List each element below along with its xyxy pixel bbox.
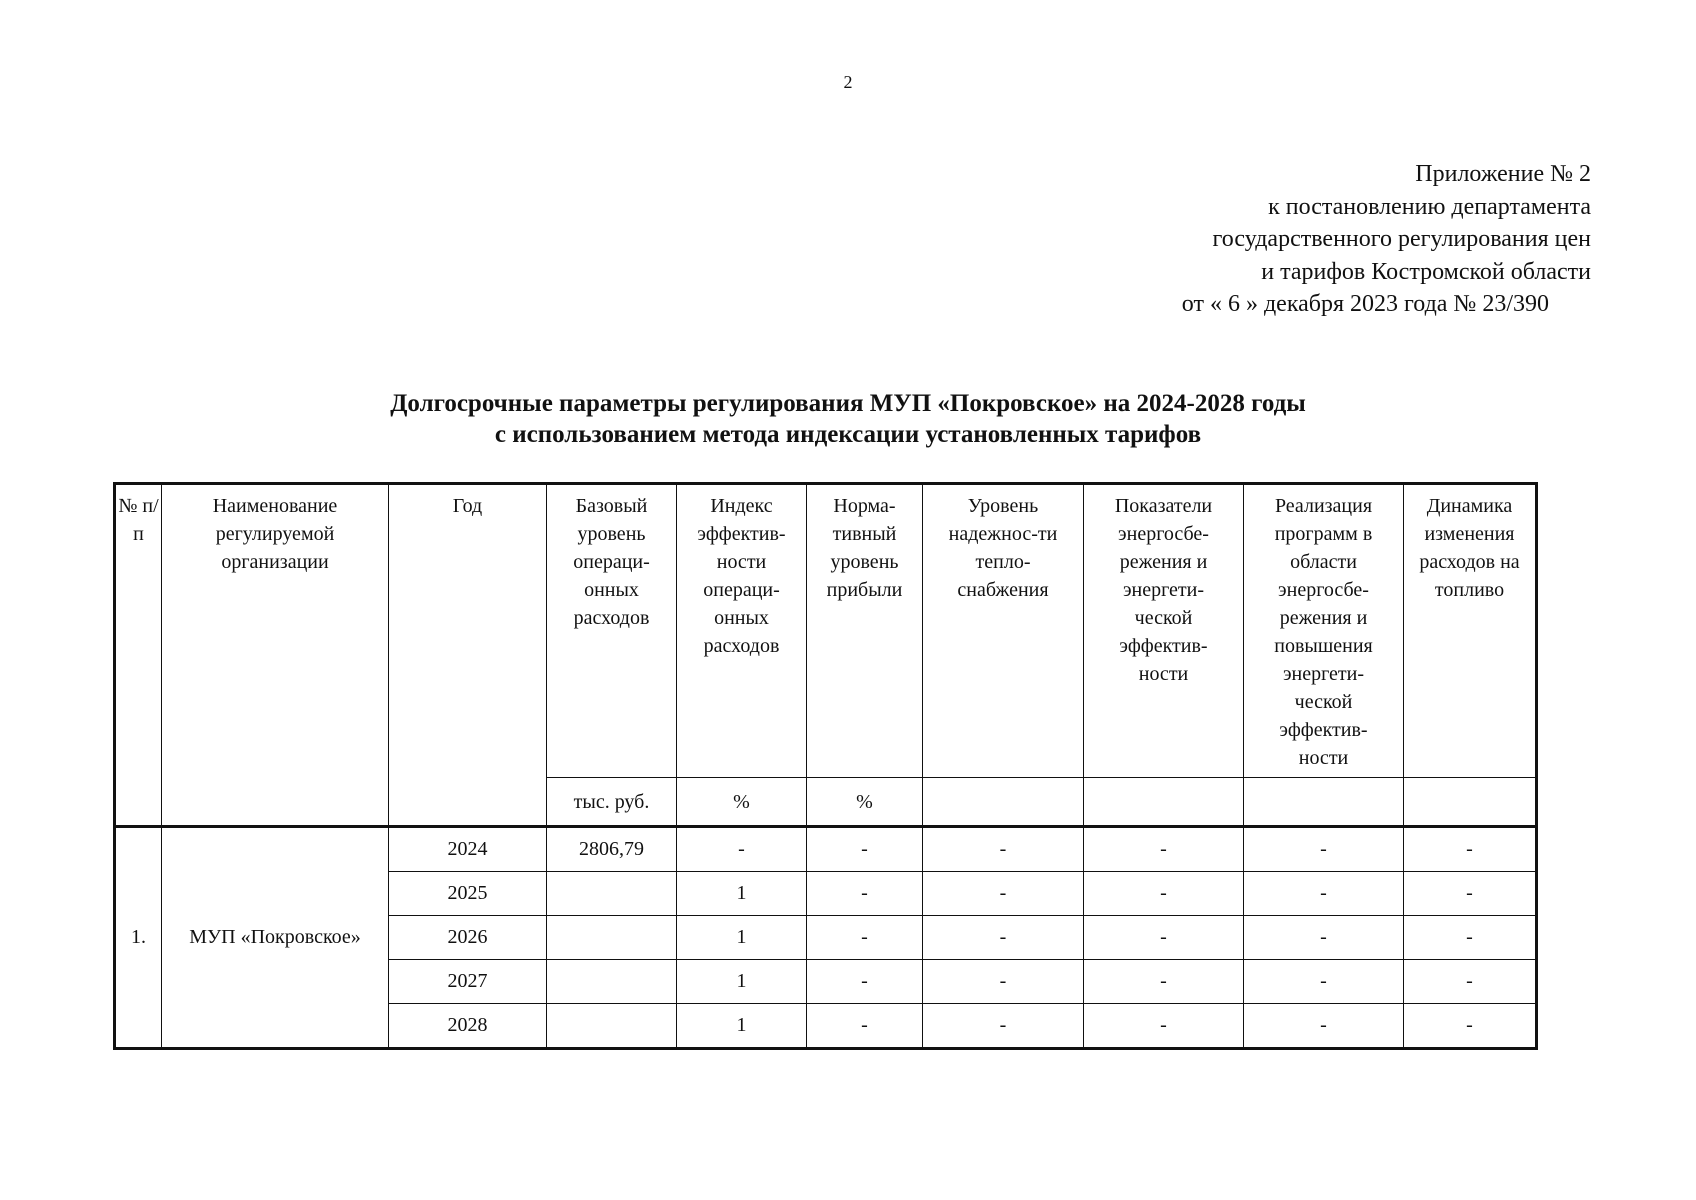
appendix-line: Приложение № 2: [1415, 161, 1591, 187]
cell-fuel: -: [1404, 1004, 1537, 1049]
cell-fuel: -: [1404, 872, 1537, 916]
cell-index: 1: [677, 960, 807, 1004]
header-energy-saving: Показатели энергосбе-режения и энергети-ческой эффектив-ности: [1084, 484, 1244, 778]
cell-year: 2028: [389, 1004, 547, 1049]
header-fuel: Динамика изменения расходов на топливо: [1404, 484, 1537, 778]
cell-reliability: -: [923, 1004, 1084, 1049]
cell-profit: -: [807, 827, 923, 872]
appendix-line: государственного регулирования цен: [1212, 226, 1591, 252]
row-number: 1.: [115, 827, 162, 1049]
cell-fuel: -: [1404, 960, 1537, 1004]
unit-index: %: [677, 778, 807, 827]
header-base: Базовый уровень операци-онных расходов: [547, 484, 677, 778]
cell-profit: -: [807, 872, 923, 916]
cell-year: 2026: [389, 916, 547, 960]
unit-reliability: [923, 778, 1084, 827]
appendix-line: и тарифов Костромской области: [1261, 258, 1591, 285]
cell-base: [547, 916, 677, 960]
cell-reliability: -: [923, 872, 1084, 916]
header-year: Год: [389, 484, 547, 827]
header-profit: Норма-тивный уровень прибыли: [807, 484, 923, 778]
cell-index: 1: [677, 916, 807, 960]
unit-energy-saving: [1084, 778, 1244, 827]
cell-index: 1: [677, 1004, 807, 1049]
unit-fuel: [1404, 778, 1537, 827]
cell-energy-saving: -: [1084, 827, 1244, 872]
cell-programs: -: [1244, 960, 1404, 1004]
cell-base: 2806,79: [547, 827, 677, 872]
title-line: с использованием метода индексации установленных тарифов: [494, 421, 1202, 448]
cell-reliability: -: [923, 916, 1084, 960]
organization-name: МУП «Покровское»: [162, 827, 389, 1049]
header-programs: Реализация программ в области энергосбе-режения и повышения энергети-ческой эффектив-ности: [1244, 484, 1404, 778]
header-num: № п/п: [115, 484, 162, 827]
cell-profit: -: [807, 916, 923, 960]
cell-index: 1: [677, 872, 807, 916]
cell-fuel: -: [1404, 916, 1537, 960]
cell-programs: -: [1244, 916, 1404, 960]
title-line: Долгосрочные параметры регулирования МУП «Покровское» на 2024-2028 годы: [390, 390, 1306, 417]
cell-profit: -: [807, 1004, 923, 1049]
cell-energy-saving: -: [1084, 1004, 1244, 1049]
cell-reliability: -: [923, 960, 1084, 1004]
appendix-date-line: от « 6 » декабря 2023 года № 23/390: [1181, 291, 1549, 317]
unit-programs: [1244, 778, 1404, 827]
cell-index: -: [677, 827, 807, 872]
unit-profit: %: [807, 778, 923, 827]
document-title: [0, 388, 1696, 450]
cell-year: 2024: [389, 827, 547, 872]
header-org: Наименование регулируемой организации: [162, 484, 389, 827]
cell-year: 2025: [389, 872, 547, 916]
page-number: 2: [843, 72, 853, 92]
cell-profit: -: [807, 960, 923, 1004]
cell-programs: -: [1244, 872, 1404, 916]
cell-programs: -: [1244, 1004, 1404, 1049]
table-row: [115, 827, 1537, 872]
cell-fuel: -: [1404, 827, 1537, 872]
cell-base: [547, 960, 677, 1004]
appendix-line: к постановлению департамента: [1268, 193, 1591, 220]
cell-reliability: -: [923, 827, 1084, 872]
cell-energy-saving: -: [1084, 960, 1244, 1004]
header-index: Индекс эффектив-ности операци-онных расходов: [677, 484, 807, 778]
unit-base: тыс. руб.: [547, 778, 677, 827]
cell-programs: -: [1244, 827, 1404, 872]
header-reliability: Уровень надежнос-ти тепло-снабжения: [923, 484, 1084, 778]
cell-year: 2027: [389, 960, 547, 1004]
parameters-table: [113, 482, 1538, 1050]
cell-base: [547, 1004, 677, 1049]
cell-energy-saving: -: [1084, 872, 1244, 916]
appendix-block: [991, 158, 1591, 321]
cell-base: [547, 872, 677, 916]
cell-energy-saving: -: [1084, 916, 1244, 960]
